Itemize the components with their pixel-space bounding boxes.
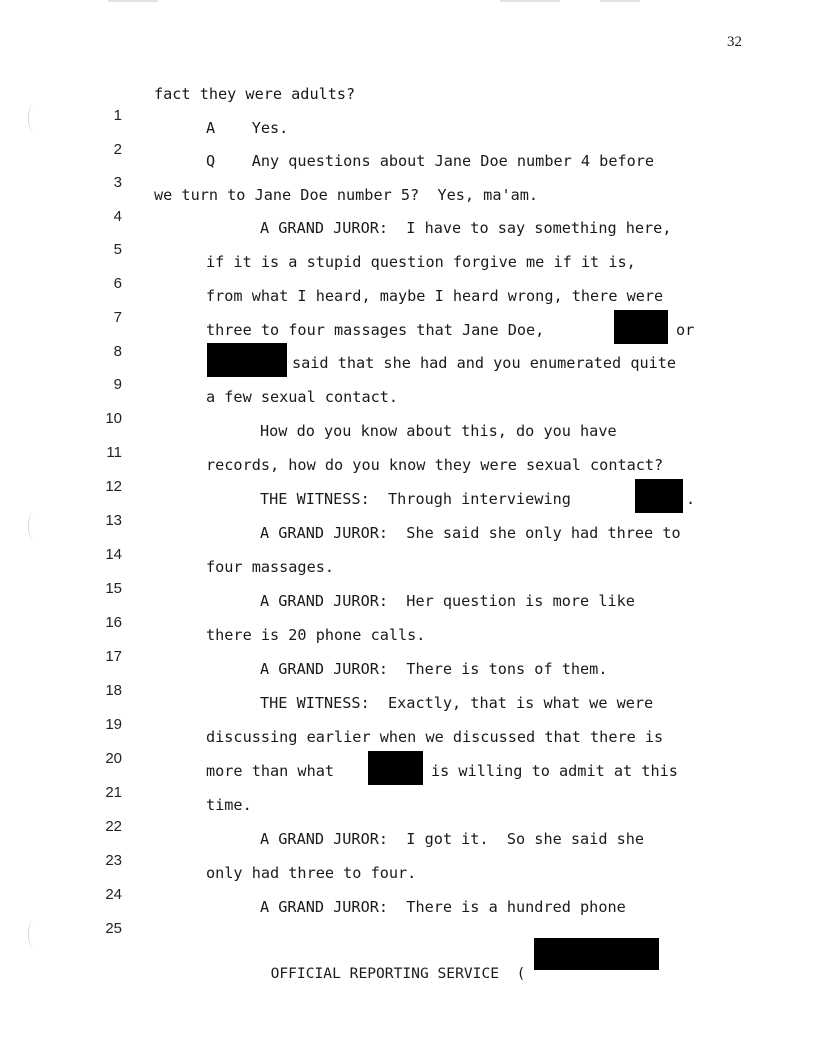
line-text: fact they were adults? — [154, 85, 356, 103]
line-text: more than what — [206, 762, 335, 780]
transcript-line — [0, 217, 819, 258]
line-number: 12 — [105, 478, 122, 495]
line-text: A GRAND JUROR: I got it. So she said she — [260, 830, 645, 848]
transcript-line — [0, 760, 819, 801]
transcript-line — [0, 184, 819, 225]
line-text: A GRAND JUROR: There is a hundred phone — [260, 898, 626, 916]
line-text: only had three to four. — [206, 864, 417, 882]
line-text-after-redaction: . — [686, 490, 696, 508]
line-text: a few sexual contact. — [206, 388, 399, 406]
line-number: 4 — [113, 208, 122, 225]
transcript-line — [0, 692, 819, 733]
transcript-line — [0, 83, 819, 124]
line-number: 17 — [105, 648, 122, 665]
redaction-block — [207, 343, 287, 377]
transcript-line — [0, 862, 819, 903]
line-number: 16 — [105, 614, 122, 631]
line-text: if it is a stupid question forgive me if it is, — [206, 253, 636, 271]
transcript-line — [0, 386, 819, 427]
line-number: 13 — [105, 512, 122, 529]
line-number: 24 — [105, 886, 122, 903]
line-text: four massages. — [206, 558, 335, 576]
transcript-line — [0, 590, 819, 631]
line-number: 10 — [105, 410, 122, 427]
transcript-line — [0, 251, 819, 292]
line-number: 3 — [113, 174, 122, 191]
line-text: THE WITNESS: Through interviewing — [260, 490, 571, 508]
line-text: A GRAND JUROR: She said she only had three to — [260, 524, 681, 542]
footer-text: OFFICIAL REPORTING SERVICE ( — [270, 965, 526, 982]
line-text: from what I heard, maybe I heard wrong, there were — [206, 287, 664, 305]
line-number: 23 — [105, 852, 122, 869]
page-number: 32 — [727, 34, 742, 50]
line-number: 7 — [113, 309, 122, 326]
line-text: discussing earlier when we discussed that there is — [206, 728, 664, 746]
transcript-line — [0, 556, 819, 597]
line-text: A GRAND JUROR: I have to say something here, — [260, 219, 672, 237]
line-text: we turn to Jane Doe number 5? Yes, ma'am. — [154, 186, 539, 204]
line-text: there is 20 phone calls. — [206, 626, 426, 644]
transcript-line — [0, 352, 819, 393]
line-text: records, how do you know they were sexual contact? — [206, 456, 664, 474]
line-number: 21 — [105, 784, 122, 801]
transcript-line — [0, 828, 819, 869]
transcript-line — [0, 319, 819, 360]
page-footer — [253, 948, 525, 982]
transcript-line — [0, 454, 819, 495]
line-number: 8 — [113, 343, 122, 360]
line-number: 5 — [113, 241, 122, 258]
line-text: time. — [206, 796, 252, 814]
transcript-line — [0, 488, 819, 529]
line-number: 2 — [113, 141, 122, 158]
line-text: said that she had and you enumerated quite — [292, 354, 677, 372]
line-text: three to four massages that Jane Doe, — [206, 321, 545, 339]
line-number: 19 — [105, 716, 122, 733]
redaction-block — [534, 938, 659, 970]
transcript-line — [0, 658, 819, 699]
line-number: 14 — [105, 546, 122, 563]
redaction-block — [614, 310, 668, 344]
transcript-line — [0, 420, 819, 461]
line-text: A GRAND JUROR: Her question is more like — [260, 592, 635, 610]
line-number: 11 — [106, 444, 122, 461]
line-number: 25 — [105, 920, 122, 937]
line-text-after-redaction: or — [676, 321, 695, 339]
line-number: 6 — [113, 275, 122, 292]
transcript-line — [0, 522, 819, 563]
scan-edge-mark — [600, 0, 640, 2]
transcript-line — [0, 150, 819, 191]
line-text: THE WITNESS: Exactly, that is what we were — [260, 694, 654, 712]
line-number: 15 — [105, 580, 122, 597]
transcript-line — [0, 285, 819, 326]
line-number: 1 — [113, 107, 122, 124]
transcript-line — [0, 117, 819, 158]
line-text: Q Any questions about Jane Doe number 4 before — [206, 152, 655, 170]
line-number: 22 — [105, 818, 122, 835]
line-text: How do you know about this, do you have — [260, 422, 617, 440]
line-number: 9 — [113, 376, 122, 393]
redaction-block — [368, 751, 423, 785]
line-text: A GRAND JUROR: There is tons of them. — [260, 660, 608, 678]
scan-edge-mark — [500, 0, 560, 2]
transcript-line — [0, 726, 819, 767]
transcript-line — [0, 896, 819, 937]
transcript-line — [0, 794, 819, 835]
scan-edge-mark — [108, 0, 158, 2]
transcript-line — [0, 624, 819, 665]
line-number: 18 — [105, 682, 122, 699]
line-text-after-redaction: is willing to admit at this — [431, 762, 678, 780]
line-number: 20 — [105, 750, 122, 767]
line-text: A Yes. — [206, 119, 289, 137]
redaction-block — [635, 479, 683, 513]
